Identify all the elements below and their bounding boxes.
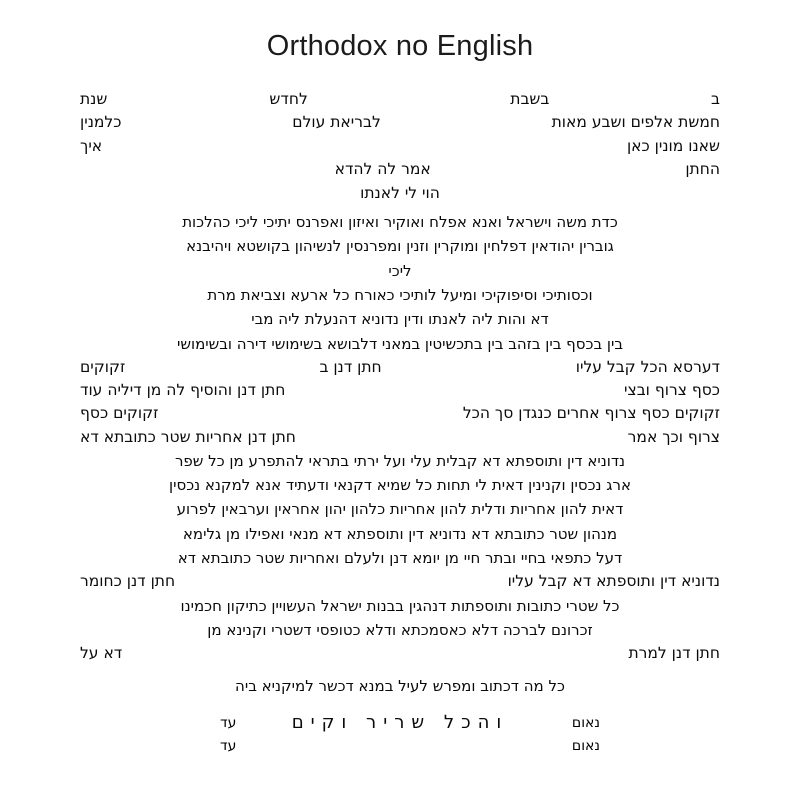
witness-mark: עד <box>220 738 237 755</box>
body-line-fragment: צרוף וכך אמר <box>627 427 720 446</box>
header-row <box>70 111 730 134</box>
header-cell-left: כלמנין <box>80 113 122 132</box>
amount-row <box>70 402 730 425</box>
body-line-fragment: חתן דנן למרת <box>628 644 720 663</box>
body-line-fragment: זקוקים כסף צרוף אחרים כנגדן סך הכל <box>462 404 720 423</box>
body-line: כל שטרי כתובות ותוספתות דנהגין בבנות ישראל העשויין כתיקון חכמינו <box>180 596 620 615</box>
body-line-fragment: נדוניא דין ותוספתא דא קבל עליו <box>507 572 720 591</box>
body-line: כדת משה וישראל ואנא אפלח ואוקיר ואיזון ואפרנס יתיכי ליכי כהלכות <box>182 213 618 232</box>
header-row <box>70 88 730 111</box>
header-cell-right: חמשת אלפים ושבע מאות <box>551 113 720 132</box>
amount-row <box>70 570 730 593</box>
body-line: וכסותיכי וסיפוקיכי ומיעל לותיכי כאורח כל ארעא וצביאת מרת <box>207 285 593 304</box>
header-cell-center: לבריאת עולם <box>292 113 381 132</box>
signature-row <box>70 735 730 758</box>
signature-block <box>70 712 730 758</box>
closing-line: כל מה דכתוב ומפרש לעיל במנא דכשר למיקניא ביה <box>235 677 565 696</box>
body-line: דא והות ליה לאנתו ודין נדוניא דהנעלת ליה מבי <box>251 310 549 329</box>
witness-mark: עד <box>220 715 237 731</box>
header-cell-left: שנת <box>80 90 108 108</box>
body-line-fragment: זקוקים כסף <box>80 404 159 423</box>
page-title: Orthodox no English <box>266 30 534 62</box>
body-line-fragment: חתן דנן והוסיף לה מן דיליה עוד <box>80 381 286 400</box>
body-line: מנהון שטר כתובתא דא נדוניא דין ותוספתא דא מנאי ואפילו מן גלימא <box>182 524 618 543</box>
signature-row <box>70 712 730 735</box>
header-cell-middle: בשבת <box>510 90 550 108</box>
body-line-fragment: זקוקים <box>80 357 126 376</box>
witness-label: נאום <box>571 738 600 755</box>
amount-row <box>70 379 730 402</box>
amount-row <box>70 356 730 379</box>
amount-row <box>70 426 730 449</box>
body-line: ארג נכסין וקנינין דאית לי תחות כל שמיא דקנאי ודעתיד אנא למקנא נכסין <box>169 476 631 495</box>
subheader-line: הוי לי לאנתו <box>360 184 440 202</box>
header-cell-right: ב <box>711 90 720 108</box>
header-cell-right: שאנו מונין כאן <box>626 136 720 155</box>
header-row <box>70 135 730 158</box>
body-line-fragment: חתן דנן ב <box>319 357 382 376</box>
affirmation-line: והכל שריר וקים <box>291 712 509 734</box>
header-cell-right: החתן <box>685 159 720 178</box>
amount-row <box>70 642 730 665</box>
body-line: נדוניא דין ותוספתא דא קבלית עלי ועל ירתי בתראי להתפרע מן כל שפר <box>174 451 626 470</box>
ketubah-text-block <box>70 88 730 733</box>
body-line: בין בכסף בין בזהב בין בתכשיטין במאני דלבושא בשימושי דירה ובשימושי <box>177 334 623 353</box>
body-line: דעל כתפאי בחיי ובתר חיי מן יומא דנן ולעלם ואחריות שטר כתובתא דא <box>177 548 623 567</box>
header-row <box>70 158 730 181</box>
body-line-fragment: חתן דנן אחריות שטר כתובתא דא <box>80 427 296 446</box>
body-line-fragment: דא על <box>80 644 123 663</box>
header-cell-left: איך <box>80 136 103 155</box>
header-cell-center: לחדש <box>269 90 308 108</box>
header-cell-center: אמר לה להדא <box>334 159 431 178</box>
witness-label: נאום <box>571 715 600 731</box>
body-line-fragment: כסף צרוף ובצי <box>624 381 720 400</box>
body-line: דאית להון אחריות ודלית להון אחריות כלהון יהון אחראין וערבאין לפרוע <box>176 500 624 519</box>
body-line: ליכי <box>388 261 412 280</box>
body-line-fragment: חתן דנן כחומר <box>80 572 176 591</box>
body-line: גוברין יהודאין דפלחין ומוקרין וזנין ומפרנסין לנשיהון בקושטא ויהיבנא <box>186 237 614 256</box>
body-line: זכרונם לברכה דלא כאסמכתא ודלא כטופסי דשטרי וקנינא מן <box>207 620 593 639</box>
body-line-fragment: דערסא הכל קבל עליו <box>575 357 720 376</box>
